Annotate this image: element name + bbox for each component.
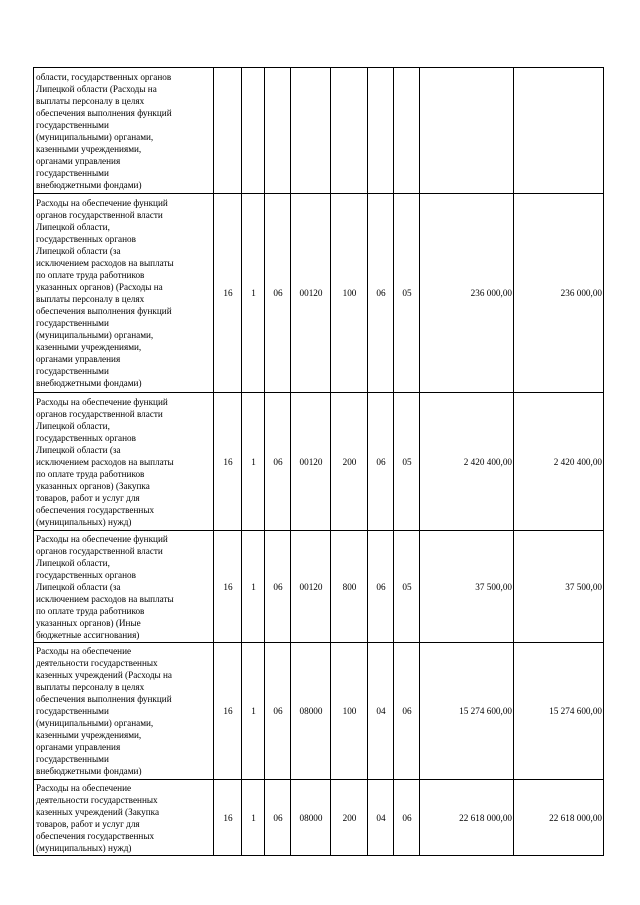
- row-description: области, государственных органов Липецкой области (Расходы на выплаты персоналу в целях обеспечения выполнения функций государственными (муниципальными) органами, казенными учреждениями, органами управления государственными внебюджетными фондами): [34, 68, 214, 194]
- cell-code-2: 1: [242, 531, 265, 643]
- cell-code-1: 16: [214, 780, 242, 856]
- cell-code-4: 00120: [291, 194, 331, 393]
- table-row: [34, 531, 604, 643]
- cell-code-2: 1: [242, 393, 265, 531]
- row-description: Расходы на обеспечение функций органов государственной власти Липецкой области, государственных органов Липецкой области (за исключением расходов на выплаты по оплате труда работников указанных органов) (Закупка товаров, работ и услуг для обеспечения государственных (муниципальных) нужд): [34, 393, 214, 531]
- table-body: [34, 68, 604, 856]
- cell-code-5: 800: [331, 531, 368, 643]
- cell-code-6: 04: [368, 780, 394, 856]
- cell-amount-2: 2 420 400,00: [514, 393, 604, 531]
- cell-code-3: 06: [265, 194, 291, 393]
- cell-code-7: 05: [394, 531, 420, 643]
- cell-amount-2: 22 618 000,00: [514, 780, 604, 856]
- table-row: [34, 393, 604, 531]
- cell-code-5: 100: [331, 643, 368, 780]
- cell-amount-2: 37 500,00: [514, 531, 604, 643]
- budget-table: [33, 67, 604, 856]
- cell-code-6: 06: [368, 531, 394, 643]
- cell-code-1: 16: [214, 531, 242, 643]
- table-row: [34, 780, 604, 856]
- cell-amount-2: 15 274 600,00: [514, 643, 604, 780]
- cell-code-6: [368, 68, 394, 194]
- row-description: Расходы на обеспечение функций органов государственной власти Липецкой области, государственных органов Липецкой области (за исключением расходов на выплаты по оплате труда работников указанных органов) (Расходы на выплаты персоналу в целях обеспечения выполнения функций государственными (муниципальными) органами, казенными учреждениями, органами управления государственными внебюджетными фондами): [34, 194, 214, 393]
- cell-amount-1: [420, 68, 514, 194]
- cell-code-1: 16: [214, 194, 242, 393]
- cell-code-3: 06: [265, 643, 291, 780]
- cell-code-4: [291, 68, 331, 194]
- cell-amount-1: 236 000,00: [420, 194, 514, 393]
- cell-code-2: 1: [242, 643, 265, 780]
- cell-amount-1: 22 618 000,00: [420, 780, 514, 856]
- cell-amount-1: 2 420 400,00: [420, 393, 514, 531]
- row-description: Расходы на обеспечение деятельности государственных казенных учреждений (Расходы на выплаты персоналу в целях обеспечения выполнения функций государственными (муниципальными) органами, казенными учреждениями, органами управления государственными внебюджетными фондами): [34, 643, 214, 780]
- cell-amount-2: 236 000,00: [514, 194, 604, 393]
- cell-code-7: 05: [394, 194, 420, 393]
- cell-code-1: [214, 68, 242, 194]
- cell-amount-2: [514, 68, 604, 194]
- cell-code-4: 08000: [291, 780, 331, 856]
- cell-code-2: 1: [242, 194, 265, 393]
- cell-code-3: 06: [265, 531, 291, 643]
- table-row: [34, 643, 604, 780]
- cell-code-3: 06: [265, 780, 291, 856]
- cell-code-1: 16: [214, 393, 242, 531]
- table-row: [34, 68, 604, 194]
- cell-amount-1: 15 274 600,00: [420, 643, 514, 780]
- table-row: [34, 194, 604, 393]
- cell-code-4: 00120: [291, 393, 331, 531]
- cell-code-6: 04: [368, 643, 394, 780]
- cell-code-5: [331, 68, 368, 194]
- cell-code-1: 16: [214, 643, 242, 780]
- cell-code-7: 06: [394, 643, 420, 780]
- cell-code-6: 06: [368, 194, 394, 393]
- cell-code-5: 100: [331, 194, 368, 393]
- cell-code-2: [242, 68, 265, 194]
- row-description: Расходы на обеспечение деятельности государственных казенных учреждений (Закупка товаров, работ и услуг для обеспечения государственных (муниципальных) нужд): [34, 780, 214, 856]
- cell-code-5: 200: [331, 393, 368, 531]
- cell-code-7: [394, 68, 420, 194]
- row-description: Расходы на обеспечение функций органов государственной власти Липецкой области, государственных органов Липецкой области (за исключением расходов на выплаты по оплате труда работников указанных органов) (Иные бюджетные ассигнования): [34, 531, 214, 643]
- cell-code-5: 200: [331, 780, 368, 856]
- cell-code-3: [265, 68, 291, 194]
- cell-amount-1: 37 500,00: [420, 531, 514, 643]
- cell-code-6: 06: [368, 393, 394, 531]
- cell-code-4: 08000: [291, 643, 331, 780]
- cell-code-2: 1: [242, 780, 265, 856]
- cell-code-4: 00120: [291, 531, 331, 643]
- cell-code-3: 06: [265, 393, 291, 531]
- cell-code-7: 06: [394, 780, 420, 856]
- cell-code-7: 05: [394, 393, 420, 531]
